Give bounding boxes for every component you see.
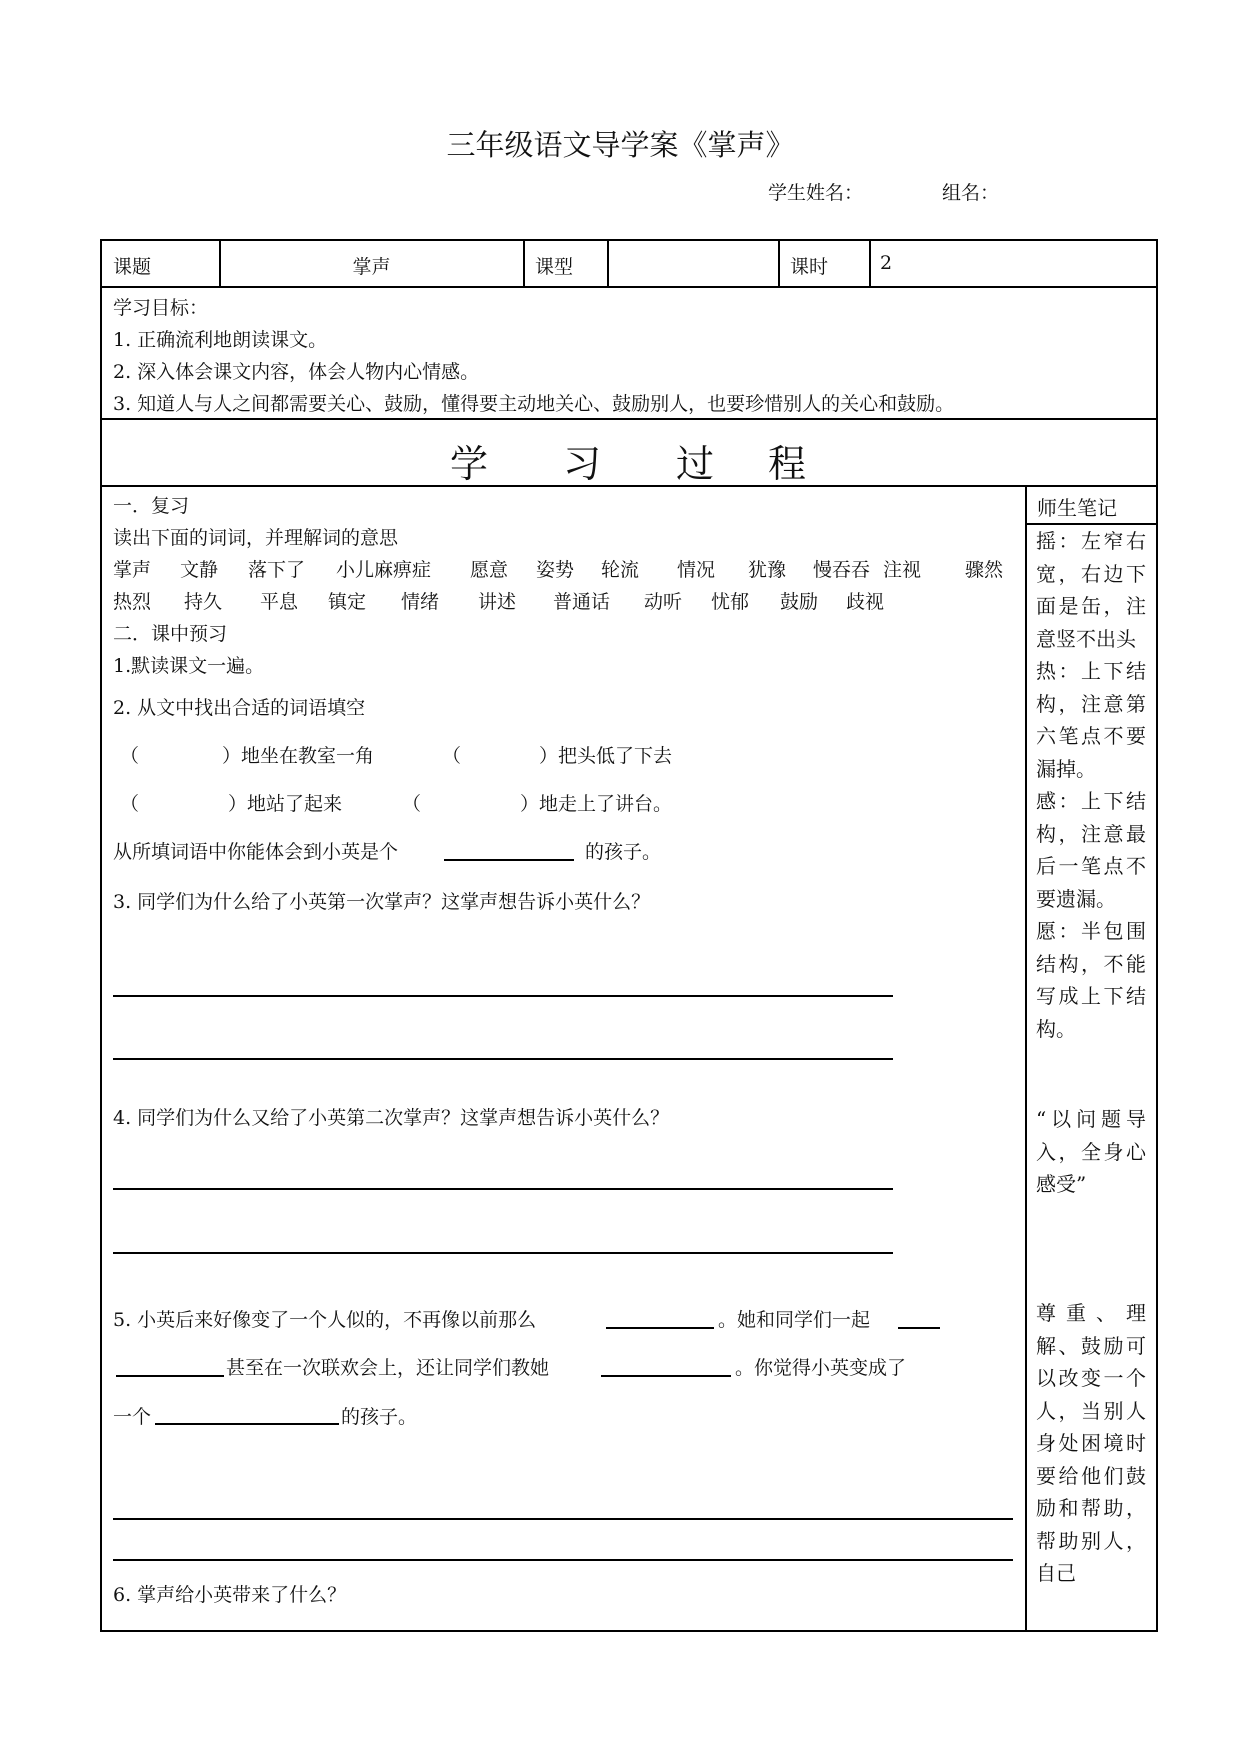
notes-heading: 师生笔记: [1037, 496, 1117, 520]
student-name-label: 学生姓名：: [768, 182, 864, 204]
section-instruction: 读出下面的词词，并理解词的意思: [113, 527, 399, 549]
col-divider: [778, 239, 780, 286]
row-divider: [100, 418, 1158, 420]
process-char: 习: [563, 442, 602, 486]
word: 动听: [644, 591, 683, 613]
notes-col-divider: [1025, 485, 1027, 1631]
question-5: 一个: [113, 1406, 152, 1428]
question-1: 1.默读课文一遍。: [113, 655, 265, 677]
word: 歧视: [846, 591, 885, 613]
table-top-border: [100, 239, 1158, 241]
answer-line[interactable]: [113, 1518, 1013, 1520]
question-5: 5. 小英后来好像变了一个人似的，不再像以前那么: [113, 1309, 537, 1331]
process-char: 程: [768, 442, 807, 486]
question-5: 的孩子。: [341, 1406, 418, 1428]
word: 姿势: [536, 559, 575, 581]
word: 普通话: [553, 591, 611, 613]
word: 镇定: [328, 591, 367, 613]
fill-blank-text: ）地站了起来: [228, 793, 343, 815]
word: 文静: [180, 559, 219, 581]
word: 鼓励: [780, 591, 819, 613]
word: 轮流: [601, 559, 640, 581]
col-divider: [869, 239, 871, 286]
answer-line[interactable]: [113, 1058, 893, 1060]
row-divider: [100, 485, 1158, 487]
word: 小儿麻痹症: [336, 559, 432, 581]
section-heading: 二．课中预习: [113, 623, 228, 645]
fill-blank-text: ）把头低了下去: [539, 745, 673, 767]
word: 热烈: [113, 591, 152, 613]
answer-blank[interactable]: [116, 1375, 224, 1377]
fill-blank-sentence: 从所填词语中你能体会到小英是个: [113, 841, 399, 863]
row-divider: [100, 286, 1158, 288]
process-char: 学: [450, 442, 489, 486]
type-label: 课型: [535, 256, 574, 278]
answer-line[interactable]: [113, 995, 893, 997]
period-value: 2: [880, 252, 893, 274]
section-heading: 一．复习: [113, 495, 190, 517]
table-left-border: [100, 239, 102, 1632]
answer-line[interactable]: [113, 1252, 893, 1254]
word: 讲述: [478, 591, 517, 613]
process-char: 过: [676, 442, 715, 486]
fill-blank-text: ）地走上了讲台。: [520, 793, 673, 815]
objectives-heading: 学习目标：: [113, 297, 209, 319]
page-title: 三年级语文导学案《掌声》: [446, 128, 795, 162]
objective-item: 2. 深入体会课文内容，体会人物内心情感。: [113, 361, 480, 383]
question-4: 4. 同学们为什么又给了小英第二次掌声？这掌声想告诉小英什么？: [113, 1107, 670, 1129]
fill-blank-sentence: 的孩子。: [585, 841, 662, 863]
question-3: 3. 同学们为什么给了小英第一次掌声？这掌声想告诉小英什么？: [113, 891, 651, 913]
table-bottom-border: [100, 1630, 1158, 1632]
topic-label: 课题: [113, 256, 152, 278]
notes-block: “以问题导入，全身心感受”: [1036, 1107, 1146, 1196]
answer-line[interactable]: [113, 1559, 1013, 1561]
notes-block: 尊重、理解、鼓励可以改变一个人，当别人身处困境时要给他们鼓励和帮助，帮助别人，自己: [1036, 1301, 1146, 1585]
fill-blank-paren: （: [442, 745, 462, 767]
period-label: 课时: [790, 256, 829, 278]
word: 掌声: [113, 559, 152, 581]
word: 愿意: [470, 559, 509, 581]
objective-item: 3. 知道人与人之间都需要关心、鼓励，懂得要主动地关心、鼓励别人，也要珍惜别人的关心和鼓励。: [113, 393, 955, 415]
answer-blank[interactable]: [155, 1423, 339, 1425]
word: 持久: [184, 591, 223, 613]
fill-blank-paren: （: [120, 793, 140, 815]
question-5: 甚至在一次联欢会上，还让同学们教她: [226, 1357, 550, 1379]
word: 骤然: [965, 559, 1004, 581]
notes-block: 摇：左窄右宽，右边下面是缶，注意竖不出头 热：上下结构，注意第六笔点不要漏掉。 感：上下结构，注意最后一笔点不要遗漏。 愿：半包围结构，不能写成上下结构。: [1036, 529, 1146, 1041]
word: 情绪: [401, 591, 440, 613]
question-5: 。你觉得小英变成了: [735, 1357, 907, 1379]
question-5: 。她和同学们一起: [718, 1309, 871, 1331]
answer-line[interactable]: [113, 1188, 893, 1190]
objective-item: 1. 正确流利地朗读课文。: [113, 329, 328, 351]
question-2: 2. 从文中找出合适的词语填空: [113, 697, 366, 719]
word: 慢吞吞: [813, 559, 871, 581]
topic-value: 掌声: [352, 256, 391, 278]
table-right-border: [1156, 239, 1158, 1632]
word: 注视: [883, 559, 922, 581]
word: 落下了: [248, 559, 306, 581]
col-divider: [523, 239, 525, 286]
col-divider: [607, 239, 609, 286]
word: 犹豫: [748, 559, 787, 581]
fill-blank-paren: （: [120, 745, 140, 767]
word: 忧郁: [711, 591, 750, 613]
answer-blank[interactable]: [606, 1327, 714, 1329]
question-6: 6. 掌声给小英带来了什么？: [113, 1584, 347, 1606]
answer-blank[interactable]: [444, 859, 574, 861]
word: 情况: [677, 559, 716, 581]
fill-blank-paren: （: [402, 793, 422, 815]
group-label: 组名：: [942, 182, 1000, 204]
word: 平息: [260, 591, 299, 613]
answer-blank[interactable]: [601, 1375, 731, 1377]
fill-blank-text: ）地坐在教室一角: [222, 745, 375, 767]
answer-blank[interactable]: [898, 1327, 940, 1329]
